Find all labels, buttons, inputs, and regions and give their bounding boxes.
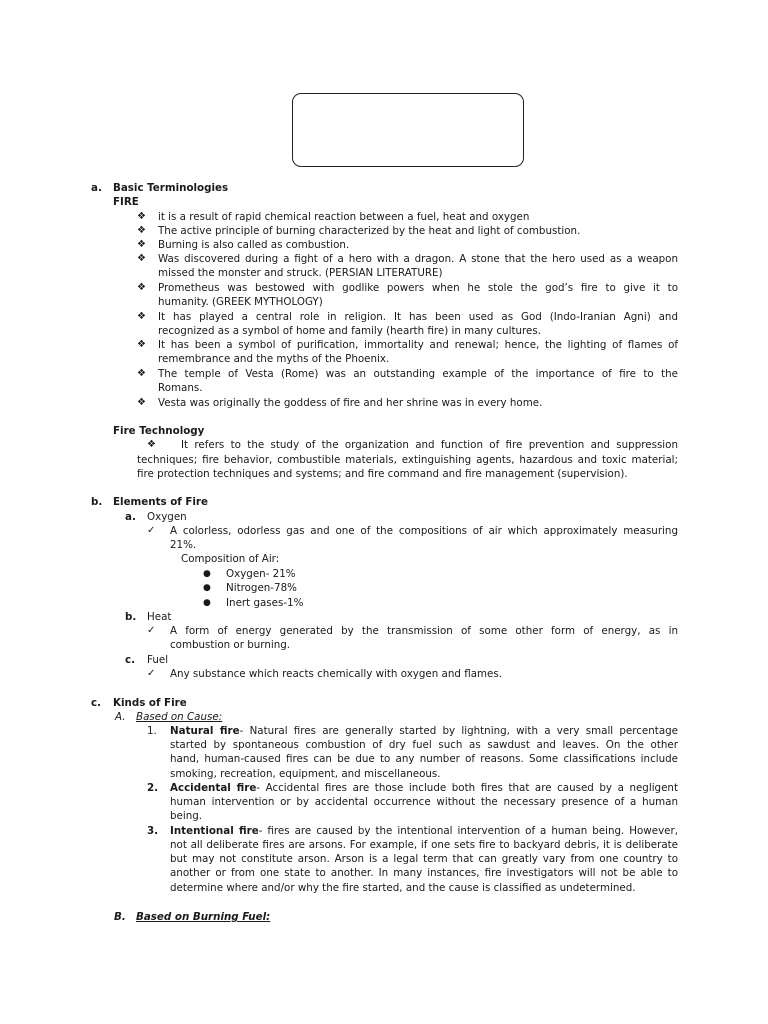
heat-letter: b. [125, 611, 137, 623]
diamond-bullet-icon: ❖ [147, 439, 156, 450]
diamond-bullet-icon: ❖ [137, 253, 146, 264]
cause-text-cont: determine where and/or why the fire started, and the cause is classified as undetermined. [170, 882, 636, 894]
check-icon: ✓ [147, 625, 156, 636]
diamond-bullet-icon: ❖ [137, 397, 146, 408]
sub-a-letter: A. [115, 711, 126, 723]
fire-item-cont: remembrance and the myths of the Phoenix. [158, 353, 390, 365]
fuel-text: Any substance which reacts chemically with oxygen and flames. [170, 668, 503, 680]
cause-line [170, 781, 678, 795]
fire-item-cont: missed the monster and struck. (PERSIAN LITERATURE) [158, 267, 443, 279]
dot-bullet-icon: ● [203, 569, 211, 579]
cause-term: Accidental fire [170, 782, 257, 794]
dot-bullet-icon: ● [203, 598, 211, 608]
oxygen-letter: a. [125, 511, 136, 523]
cause-text: - Accidental fires are those include both fires that are caused by a negligent [256, 782, 678, 794]
cause-text-cont: being. [170, 810, 203, 822]
sub-b-letter: B. [114, 911, 126, 923]
section-a-heading: Basic Terminologies [113, 182, 229, 194]
oxygen-label: Oxygen [147, 511, 187, 523]
cause-text-cont: hand, human-caused fires can be due to any number of reasons. Some classifications include [170, 753, 678, 765]
fire-item: Was discovered during a fight of a hero with a dragon. A stone that the hero used as a weapon [158, 253, 678, 265]
diamond-bullet-icon: ❖ [137, 211, 146, 222]
section-a-letter: a. [91, 182, 102, 194]
fire-item-cont: Romans. [158, 382, 203, 394]
diamond-bullet-icon: ❖ [137, 311, 146, 322]
heat-text: A form of energy generated by the transmission of some other form of energy, as in [170, 625, 678, 637]
section-b-letter: b. [91, 496, 103, 508]
cause-number: 3. [147, 825, 159, 837]
section-b-heading: Elements of Fire [113, 496, 208, 508]
fire-item-cont: humanity. (GREEK MYTHOLOGY) [158, 296, 323, 308]
cause-term: Natural fire [170, 725, 240, 737]
cause-text-cont: another or from one state to another. In many instances, fire investigators will not be able to [170, 867, 678, 879]
cause-line [170, 724, 678, 738]
fire-item: The temple of Vesta (Rome) was an outstanding example of the importance of fire to the [158, 368, 678, 380]
fire-item-cont: recognized as a symbol of home and family (hearth fire) in many cultures. [158, 325, 541, 337]
heat-label: Heat [147, 611, 172, 623]
diamond-bullet-icon: ❖ [137, 282, 146, 293]
sub-b-heading: Based on Burning Fuel: [136, 911, 271, 923]
check-icon: ✓ [147, 525, 156, 536]
fire-technology-heading: Fire Technology [113, 425, 205, 437]
section-c-heading: Kinds of Fire [113, 697, 187, 709]
cause-text-cont: human intervention or by accidental occurrence without the necessary presence of a human [170, 796, 678, 808]
heat-text-cont: combustion or burning. [170, 639, 291, 651]
fire-item: it is a result of rapid chemical reaction between a fuel, heat and oxygen [158, 211, 530, 223]
fire-technology-text: It refers to the study of the organization and function of fire prevention and suppression [181, 439, 678, 451]
cause-text: - Natural fires are generally started by lightning, with a very small percentage [239, 725, 679, 737]
oxygen-text-cont: 21%. [170, 539, 197, 551]
diamond-bullet-icon: ❖ [137, 368, 146, 379]
cause-text-cont: but may not constitute arson. Arson is a legal term that can greatly vary from one country to [170, 853, 678, 865]
sub-a-heading: Based on Cause: [136, 711, 223, 723]
fuel-letter: c. [125, 654, 136, 666]
composition-item: Inert gases-1% [226, 597, 304, 609]
composition-label: Composition of Air: [181, 553, 280, 565]
cause-text-cont: started by spontaneous combustion of dry fuel such as sawdust and leaves. On the other [170, 739, 678, 751]
fire-item: It has played a central role in religion. It has been used as God (Indo-Iranian Agni) and [158, 311, 678, 323]
diamond-bullet-icon: ❖ [137, 339, 146, 350]
cause-text: - fires are caused by the intentional intervention of a human being. However, [258, 825, 679, 837]
cause-number: 2. [147, 782, 159, 794]
cause-line [170, 824, 678, 838]
oxygen-text: A colorless, odorless gas and one of the compositions of air which approximately measuring [170, 525, 678, 537]
fire-technology-text: fire protection techniques and systems; and fire command and fire management (supervision). [137, 468, 628, 480]
title-box [292, 93, 524, 167]
check-icon: ✓ [147, 668, 156, 679]
diamond-bullet-icon: ❖ [137, 239, 146, 250]
fire-item: Prometheus was bestowed with godlike powers when he stole the god’s fire to give it to [158, 282, 678, 294]
fire-item: It has been a symbol of purification, immortality and renewal; hence, the lighting of flames of [158, 339, 678, 351]
fire-item: Vesta was originally the goddess of fire and her shrine was in every home. [158, 397, 543, 409]
fire-item: Burning is also called as combustion. [158, 239, 350, 251]
cause-number: 1. [147, 725, 157, 737]
cause-text-cont: smoking, recreation, equipment, and miscellaneous. [170, 768, 441, 780]
fire-item: The active principle of burning characterized by the heat and light of combustion. [158, 225, 581, 237]
section-c-letter: c. [91, 697, 102, 709]
fuel-label: Fuel [147, 654, 169, 666]
diamond-bullet-icon: ❖ [137, 225, 146, 236]
cause-text-cont: not all deliberate fires are arsons. For example, if one sets fire to backyard debris, it is deliberate [170, 839, 678, 851]
fire-technology-text: techniques; fire behavior, combustible materials, extinguishing agents, hazardous and toxic material; [137, 454, 678, 466]
composition-item: Nitrogen-78% [226, 582, 297, 594]
dot-bullet-icon: ● [203, 583, 211, 593]
cause-term: Intentional fire [170, 825, 259, 837]
fire-heading: FIRE [113, 196, 139, 208]
composition-item: Oxygen- 21% [226, 568, 296, 580]
